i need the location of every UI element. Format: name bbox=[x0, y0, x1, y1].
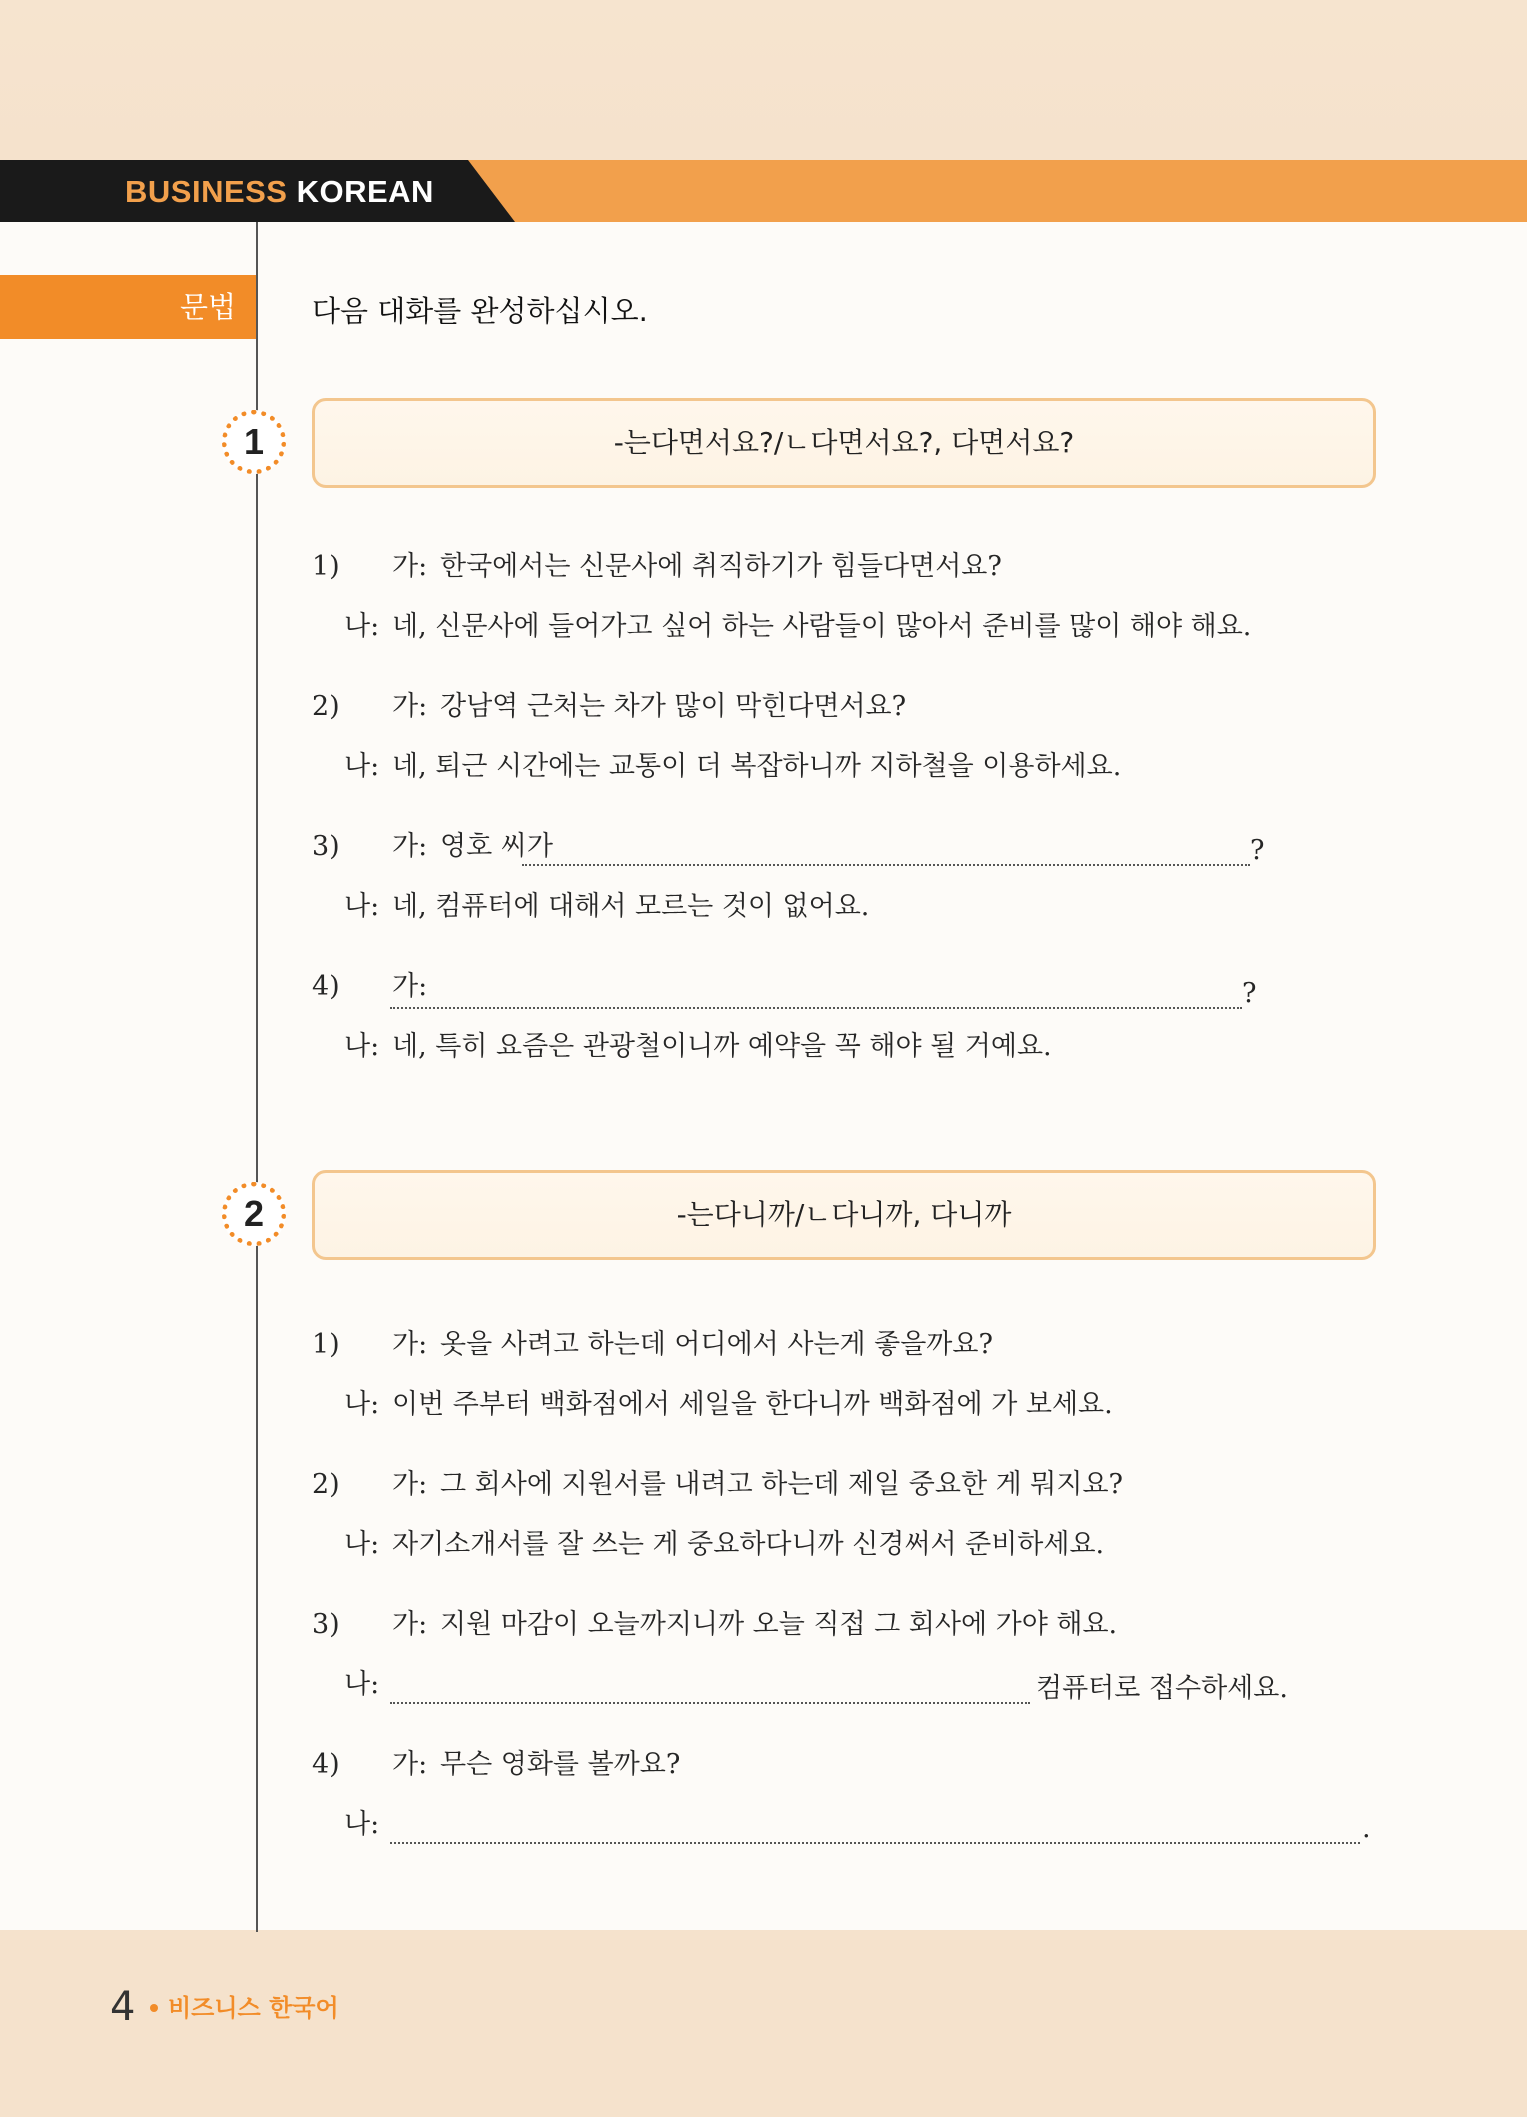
blank-end-mark: ? bbox=[1250, 835, 1265, 866]
top-background bbox=[0, 0, 1527, 160]
dialogue-line-a bbox=[312, 547, 1002, 587]
dialogue-line-a bbox=[312, 1605, 1117, 1645]
blank-end-text: 컴퓨터로 접수하세요. bbox=[1036, 1673, 1288, 1704]
dialogue-text: 네, 퇴근 시간에는 교통이 더 복잡하니까 지하철을 이용하세요. bbox=[392, 751, 1122, 782]
dialogue-line-a bbox=[312, 1325, 993, 1365]
dialogue-text: 이번 주부터 백화점에서 세일을 한다니까 백화점에 가 보세요. bbox=[392, 1389, 1113, 1420]
grammar-pattern-box: -는다니까/ㄴ다니까, 다니까 bbox=[312, 1170, 1376, 1260]
dialogue-text: 옷을 사려고 하는데 어디에서 사는게 좋을까요? bbox=[440, 1329, 993, 1360]
instruction-text: 다음 대화를 완성하십시오. bbox=[312, 294, 648, 328]
speaker-label: 가: bbox=[392, 1609, 428, 1640]
section-label: 문법 bbox=[180, 290, 237, 324]
dialogue-line-b bbox=[344, 887, 869, 927]
dialogue-text: 지원 마감이 오늘까지니까 오늘 직접 그 회사에 가야 해요. bbox=[440, 1609, 1118, 1640]
item-number: 1) bbox=[312, 551, 340, 582]
speaker-label: 나: bbox=[344, 751, 380, 782]
item-number: 1) bbox=[312, 1329, 340, 1360]
speaker-label: 나: bbox=[344, 1669, 380, 1700]
page-number: 4 bbox=[110, 1984, 136, 2030]
item-number: 2) bbox=[312, 691, 340, 722]
speaker-label: 가: bbox=[392, 1329, 428, 1360]
dialogue-text: 네, 컴퓨터에 대해서 모르는 것이 없어요. bbox=[392, 891, 870, 922]
dialogue-line-a bbox=[312, 967, 440, 1007]
speaker-label: 가: bbox=[392, 691, 428, 722]
dialogue-text: 강남역 근처는 차가 많이 막힌다면서요? bbox=[440, 691, 907, 722]
speaker-label: 나: bbox=[344, 611, 380, 642]
grammar-pattern-box: -는다면서요?/ㄴ다면서요?, 다면서요? bbox=[312, 398, 1376, 488]
exercise-number-badge: 2 bbox=[222, 1182, 286, 1246]
speaker-label: 가: bbox=[392, 551, 428, 582]
dialogue-text: 자기소개서를 잘 쓰는 게 중요하다니까 신경써서 준비하세요. bbox=[392, 1529, 1105, 1560]
answer-blank[interactable] bbox=[522, 864, 1250, 866]
answer-blank[interactable] bbox=[390, 1702, 1030, 1704]
header-title bbox=[125, 172, 434, 212]
item-number: 2) bbox=[312, 1469, 340, 1500]
book-title: 비즈니스 한국어 bbox=[168, 1994, 339, 2022]
footer-bullet bbox=[150, 2004, 158, 2012]
item-number: 4) bbox=[312, 1749, 340, 1780]
dialogue-line-a bbox=[312, 827, 553, 867]
item-number: 3) bbox=[312, 831, 340, 862]
dialogue-line-b bbox=[344, 1805, 392, 1845]
dialogue-text: 한국에서는 신문사에 취직하기가 힘들다면서요? bbox=[440, 551, 1002, 582]
blank-end-mark: . bbox=[1362, 1813, 1371, 1844]
speaker-label: 가: bbox=[392, 971, 428, 1002]
dialogue-line-a bbox=[312, 1745, 680, 1785]
speaker-label: 가: bbox=[392, 1749, 428, 1780]
exercise-number-badge: 1 bbox=[222, 410, 286, 474]
speaker-label: 나: bbox=[344, 891, 380, 922]
dialogue-text: 네, 특히 요즘은 관광철이니까 예약을 꼭 해야 될 거예요. bbox=[392, 1031, 1052, 1062]
dialogue-line-a bbox=[312, 687, 906, 727]
header-word-business: BUSINESS bbox=[125, 174, 288, 209]
speaker-label: 나: bbox=[344, 1031, 380, 1062]
speaker-label: 가: bbox=[392, 831, 428, 862]
answer-blank[interactable] bbox=[390, 1007, 1242, 1009]
blank-end-mark: ? bbox=[1242, 978, 1257, 1009]
dialogue-line-b bbox=[344, 1525, 1104, 1565]
dialogue-line-b bbox=[344, 1385, 1113, 1425]
dialogue-text: 그 회사에 지원서를 내려고 하는데 제일 중요한 게 뭐지요? bbox=[440, 1469, 1124, 1500]
dialogue-text: 네, 신문사에 들어가고 싶어 하는 사람들이 많아서 준비를 많이 해야 해요. bbox=[392, 611, 1252, 642]
item-number: 4) bbox=[312, 971, 340, 1002]
speaker-label: 나: bbox=[344, 1389, 380, 1420]
speaker-label: 나: bbox=[344, 1809, 380, 1840]
margin-rule bbox=[256, 222, 258, 1932]
dialogue-line-b bbox=[344, 1665, 392, 1705]
dialogue-line-a bbox=[312, 1465, 1123, 1505]
speaker-label: 나: bbox=[344, 1529, 380, 1560]
item-number: 3) bbox=[312, 1609, 340, 1640]
dialogue-line-b bbox=[344, 747, 1121, 787]
dialogue-text: 영호 씨가 bbox=[440, 831, 553, 862]
dialogue-line-b bbox=[344, 1027, 1052, 1067]
answer-blank[interactable] bbox=[390, 1842, 1360, 1844]
speaker-label: 가: bbox=[392, 1469, 428, 1500]
header-word-korean: KOREAN bbox=[296, 174, 434, 209]
dialogue-line-b bbox=[344, 607, 1251, 647]
dialogue-text: 무슨 영화를 볼까요? bbox=[440, 1749, 681, 1780]
